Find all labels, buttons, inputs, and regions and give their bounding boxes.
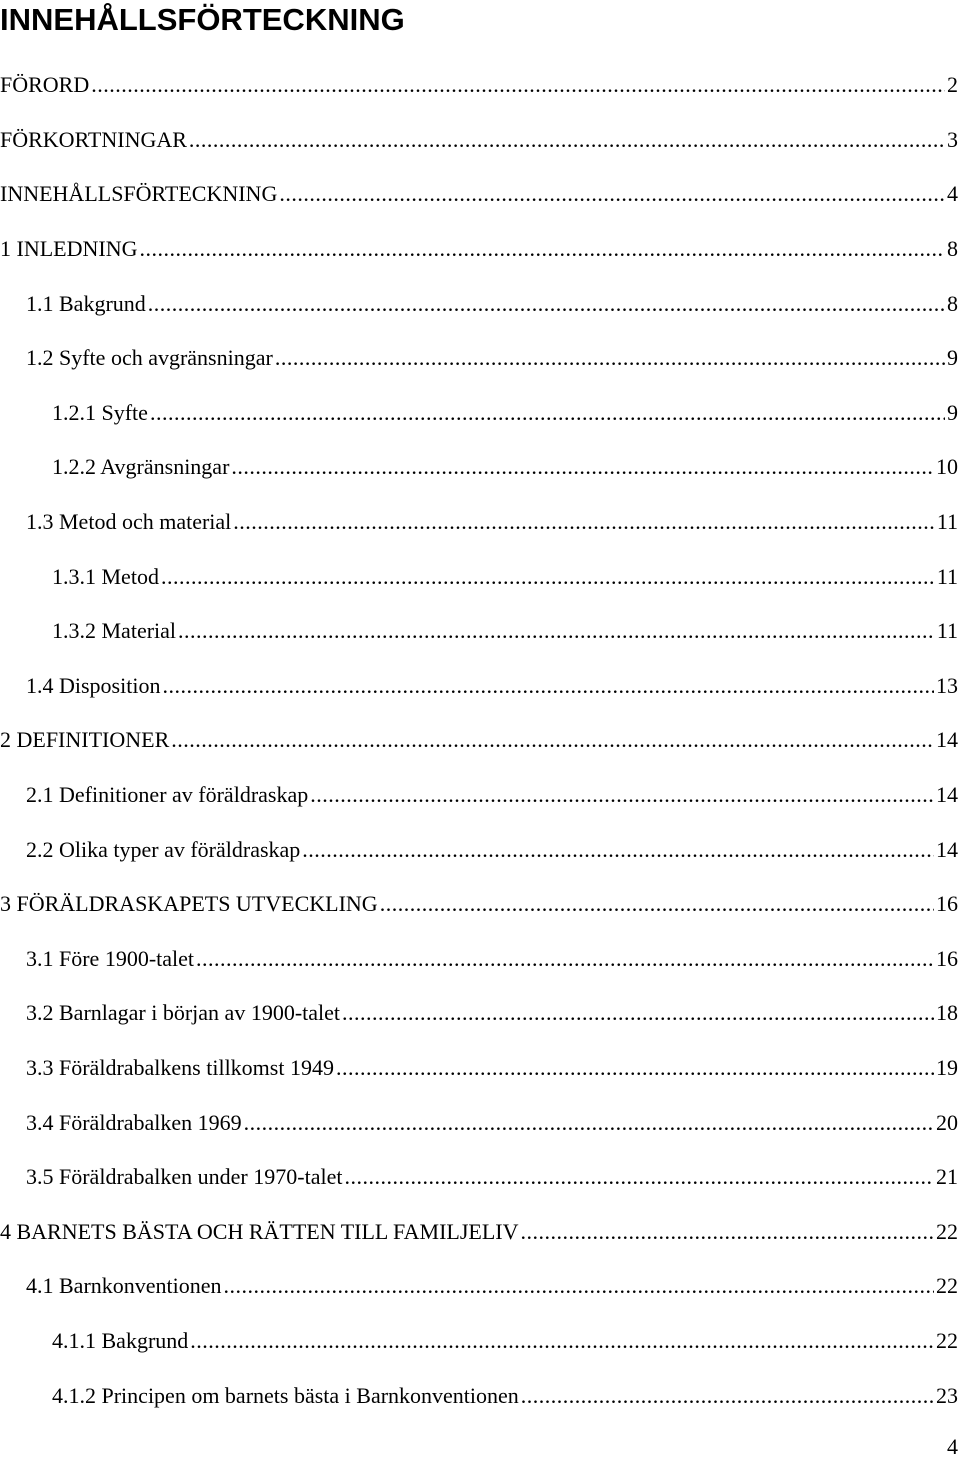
toc-entry-label: 4.1.2 Principen om barnets bästa i Barnkonventionen <box>52 1382 519 1408</box>
toc-entry-label: 4 BARNETS BÄSTA OCH RÄTTEN TILL FAMILJELIV <box>0 1218 519 1244</box>
toc-dot-leader <box>279 179 945 209</box>
toc-entry-page: 14 <box>936 782 958 808</box>
toc-entry-page: 22 <box>936 1218 958 1244</box>
toc-entry[interactable] <box>0 768 960 823</box>
toc-dot-leader <box>521 1217 935 1247</box>
toc-entry-page: 23 <box>936 1382 958 1408</box>
toc-entry-label: 3.1 Före 1900-talet <box>26 945 195 971</box>
toc-entry[interactable] <box>0 276 960 331</box>
page-number: 4 <box>947 1434 958 1459</box>
toc-dot-leader <box>148 289 945 319</box>
toc-entry-page: 16 <box>936 891 958 917</box>
toc-dot-leader <box>224 1271 934 1301</box>
toc-entry-label: 1 INLEDNING <box>0 236 138 262</box>
toc-entry-label: 1.2.2 Avgränsningar <box>52 454 230 480</box>
toc-entry-page: 10 <box>936 454 958 480</box>
toc-dot-leader <box>380 889 934 919</box>
toc-entry-page: 21 <box>936 1164 958 1190</box>
toc-entry[interactable] <box>0 440 960 495</box>
toc-dot-leader <box>139 234 945 264</box>
toc-dot-leader <box>91 70 945 100</box>
toc-entry[interactable] <box>0 659 960 714</box>
toc-entry-label: FÖRKORTNINGAR <box>0 126 187 152</box>
toc-entry-page: 9 <box>947 399 958 425</box>
toc-entry-page: 20 <box>936 1109 958 1135</box>
toc-dot-leader <box>161 562 935 592</box>
toc-entry-page: 22 <box>936 1273 958 1299</box>
toc-entry[interactable] <box>0 495 960 550</box>
toc-dot-leader <box>196 944 934 974</box>
toc-entry-label: 2.1 Definitioner av föräldraskap <box>26 782 309 808</box>
toc-entry-label: FÖRORD <box>0 72 90 98</box>
toc-entry[interactable] <box>0 713 960 768</box>
toc-entry[interactable] <box>0 1314 960 1369</box>
toc-entry-page: 11 <box>936 509 958 535</box>
toc-dot-leader <box>310 780 934 810</box>
toc-entry[interactable] <box>0 822 960 877</box>
toc-dot-leader <box>189 125 945 155</box>
toc-entry[interactable] <box>0 1368 960 1423</box>
toc-dot-leader <box>521 1381 934 1411</box>
toc-entry[interactable] <box>0 222 960 277</box>
toc-entry[interactable] <box>0 386 960 441</box>
toc-entry[interactable] <box>0 331 960 386</box>
toc-entry-page: 4 <box>947 181 958 207</box>
toc-entry[interactable] <box>0 877 960 932</box>
toc-entry-label: 1.3.1 Metod <box>52 563 159 589</box>
toc-entry-label: 2.2 Olika typer av föräldraskap <box>26 836 301 862</box>
toc-entry-page: 9 <box>947 345 958 371</box>
toc-dot-leader <box>190 1326 934 1356</box>
toc-entry[interactable] <box>0 932 960 987</box>
toc-entry-label: 1.1 Bakgrund <box>26 290 146 316</box>
toc-entry-page: 11 <box>936 618 958 644</box>
toc-dot-leader <box>231 452 934 482</box>
toc-dot-leader <box>302 835 934 865</box>
toc-entry-page: 16 <box>936 945 958 971</box>
toc-entry-page: 13 <box>936 672 958 698</box>
toc-entry-label: 1.3.2 Material <box>52 618 177 644</box>
toc-entry-label: 4.1 Barnkonventionen <box>26 1273 222 1299</box>
toc-entry-label: 3.4 Föräldrabalken 1969 <box>26 1109 242 1135</box>
toc-entry-label: INNEHÅLLSFÖRTECKNING <box>0 181 278 207</box>
toc-entry-page: 18 <box>936 1000 958 1026</box>
toc-entry[interactable] <box>0 1259 960 1314</box>
toc-entry[interactable] <box>0 1041 960 1096</box>
toc-entry[interactable] <box>0 167 960 222</box>
toc-entry-label: 1.2 Syfte och avgränsningar <box>26 345 273 371</box>
toc-entry[interactable] <box>0 1095 960 1150</box>
table-of-contents <box>0 58 960 1423</box>
toc-entry-label: 1.4 Disposition <box>26 672 161 698</box>
toc-entry[interactable] <box>0 549 960 604</box>
toc-entry-page: 22 <box>936 1327 958 1353</box>
toc-entry-label: 1.2.1 Syfte <box>52 399 148 425</box>
toc-entry-label: 3.3 Föräldrabalkens tillkomst 1949 <box>26 1054 334 1080</box>
toc-entry-label: 3.5 Föräldrabalken under 1970-talet <box>26 1164 343 1190</box>
toc-title: INNEHÅLLSFÖRTECKNING <box>0 2 405 37</box>
toc-entry-page: 19 <box>936 1054 958 1080</box>
toc-entry[interactable] <box>0 604 960 659</box>
toc-dot-leader <box>275 343 945 373</box>
toc-dot-leader <box>171 725 934 755</box>
toc-entry-page: 8 <box>947 290 958 316</box>
toc-dot-leader <box>178 616 935 646</box>
toc-entry[interactable] <box>0 58 960 113</box>
toc-entry-label: 3.2 Barnlagar i början av 1900-talet <box>26 1000 341 1026</box>
toc-entry-label: 3 FÖRÄLDRASKAPETS UTVECKLING <box>0 891 378 917</box>
toc-entry[interactable] <box>0 986 960 1041</box>
toc-entry-page: 3 <box>947 126 958 152</box>
toc-dot-leader <box>344 1162 934 1192</box>
toc-entry[interactable] <box>0 1204 960 1259</box>
toc-entry-page: 14 <box>936 727 958 753</box>
toc-dot-leader <box>233 507 935 537</box>
toc-entry-page: 2 <box>947 72 958 98</box>
toc-entry[interactable] <box>0 113 960 168</box>
toc-entry-page: 14 <box>936 836 958 862</box>
toc-entry[interactable] <box>0 1150 960 1205</box>
toc-entry-label: 1.3 Metod och material <box>26 509 232 535</box>
toc-entry-label: 4.1.1 Bakgrund <box>52 1327 189 1353</box>
toc-entry-page: 11 <box>936 563 958 589</box>
toc-dot-leader <box>162 671 934 701</box>
toc-dot-leader <box>244 1108 934 1138</box>
toc-dot-leader <box>150 398 945 428</box>
toc-entry-label: 2 DEFINITIONER <box>0 727 170 753</box>
toc-dot-leader <box>342 998 934 1028</box>
toc-entry-page: 8 <box>947 236 958 262</box>
toc-dot-leader <box>336 1053 934 1083</box>
